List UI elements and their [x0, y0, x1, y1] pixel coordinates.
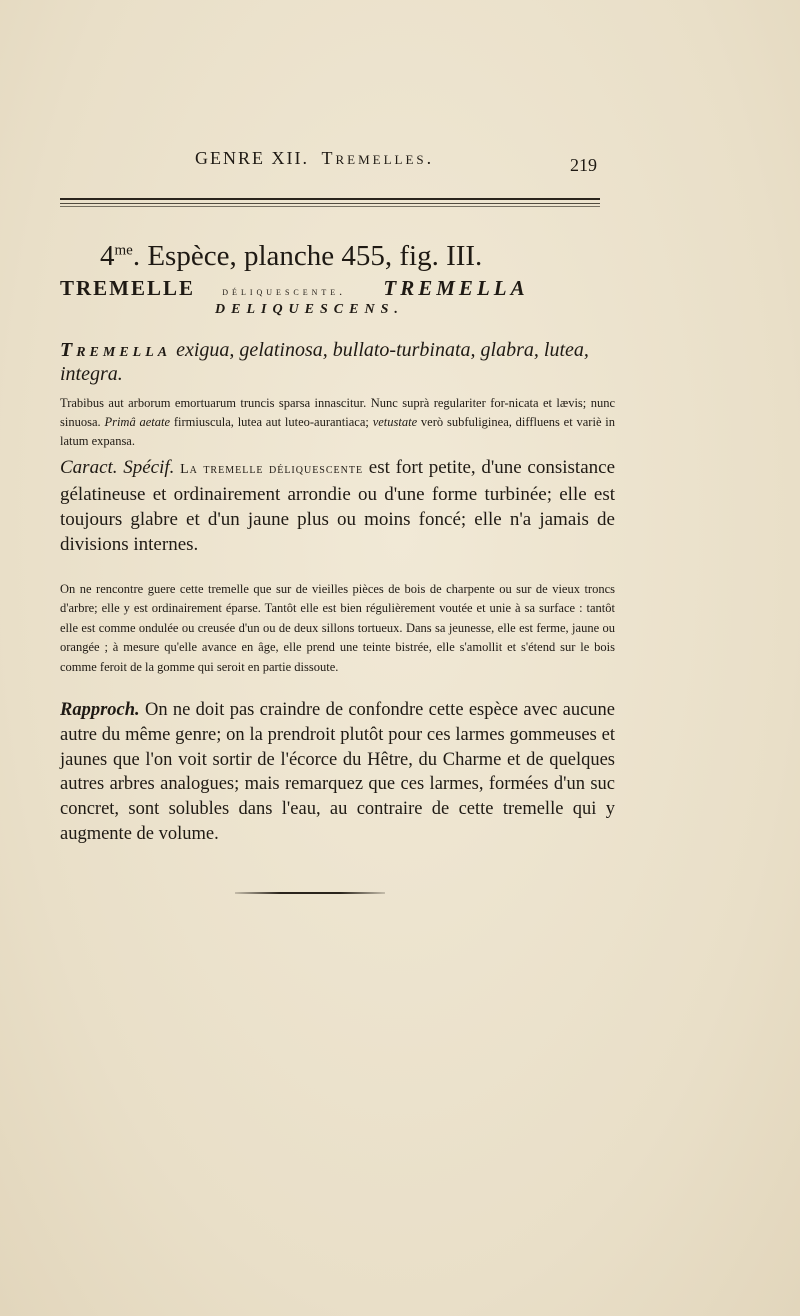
- caract-species-name: La tremelle déliquescente: [180, 462, 364, 477]
- latin-desc-part2: firmiuscula, lutea aut luteo-aurantiaca;: [170, 415, 373, 429]
- french-epithet: déliquescente.: [222, 284, 347, 298]
- latin-desc-part3: verò subfuliginea, diffluens et variè in latum expansa.: [60, 415, 616, 448]
- species-heading: [100, 240, 570, 273]
- species-ordinal-sup: me: [114, 242, 133, 259]
- diagnosis-text: exigua, gelatinosa, bullato-turbinata, glabra, lutea, integra.: [60, 339, 589, 385]
- end-rule: [235, 892, 385, 894]
- caract-label: Caract. Spécif.: [60, 457, 175, 478]
- running-head-genre: GENRE XII.: [195, 148, 309, 168]
- header-rule-thin-2: [60, 206, 600, 207]
- species-heading-text: . Espèce, planche 455, fig. III.: [132, 240, 483, 272]
- caract-text: est fort petite, d'une consistance gélatineuse et ordinairement arrondie ou d'une forme turbinée; elle est toujours glabre et d'un jaune plus ou moins foncé; elle n'a jamais de divisions internes.: [60, 457, 616, 555]
- latin-genus: TREMELLA: [383, 276, 529, 300]
- latin-desc-part1: Trabibus aut arborum emortuarum truncis sparsa innascitur. Nunc suprà regulariter for-nicata et lævis; nunc sinuosa.: [60, 396, 615, 429]
- specific-characters: [60, 455, 615, 557]
- species-names: [60, 276, 620, 301]
- species-ordinal: 4: [100, 240, 115, 272]
- rapprochement-paragraph: [60, 698, 615, 847]
- latin-desc-vetustate: vetustate: [372, 415, 418, 429]
- running-head: [195, 148, 615, 169]
- page-number: 219: [570, 155, 597, 175]
- header-rule-thin: [60, 203, 600, 204]
- latin-desc-prima: Primâ aetate: [104, 415, 171, 429]
- latin-diagnosis: [60, 338, 620, 386]
- french-name: TREMELLE: [60, 276, 196, 300]
- running-head-section: Tremelles.: [321, 148, 435, 168]
- rapproch-label: Rapproch.: [60, 700, 140, 720]
- diagnosis-genus: Tremella: [60, 339, 172, 361]
- rapproch-text: On ne doit pas craindre de confondre cette espèce avec aucune autre du même genre; on la prendroit plutôt pour ces larmes gommeuses et jaunes que l'on voit sortir de l'écorce du Hêtre, du Charme et de quelques autres arbres analogues; mais remarquez que ces larmes, formées d'un suc concret, sont solubles dans l'eau, au contraire de cette tremelle qui y augmente de volume.: [60, 700, 615, 844]
- observation-paragraph: On ne rencontre guere cette tremelle que sur de vieilles pièces de bois de charpente ou sur de vieux troncs d'arbre; elle y est ordinairement éparse. Tantôt elle est bien régulièrement voutée et unie à sa surface : tantôt elle est comme ondulée ou creusée d'un ou de deux sillons tortueux. Dans sa jeunesse, elle est ferme, jaune ou orangée ; à mesure qu'elle avance en âge, elle prend une teinte bistrée, elle s'amollit et s'étend sur le bois comme feroit de la gomme qui seroit en partie dissoute.: [60, 582, 615, 674]
- header-rule-thick: [60, 198, 600, 200]
- latin-description: [60, 394, 615, 451]
- latin-epithet: DELIQUESCENS.: [215, 302, 404, 317]
